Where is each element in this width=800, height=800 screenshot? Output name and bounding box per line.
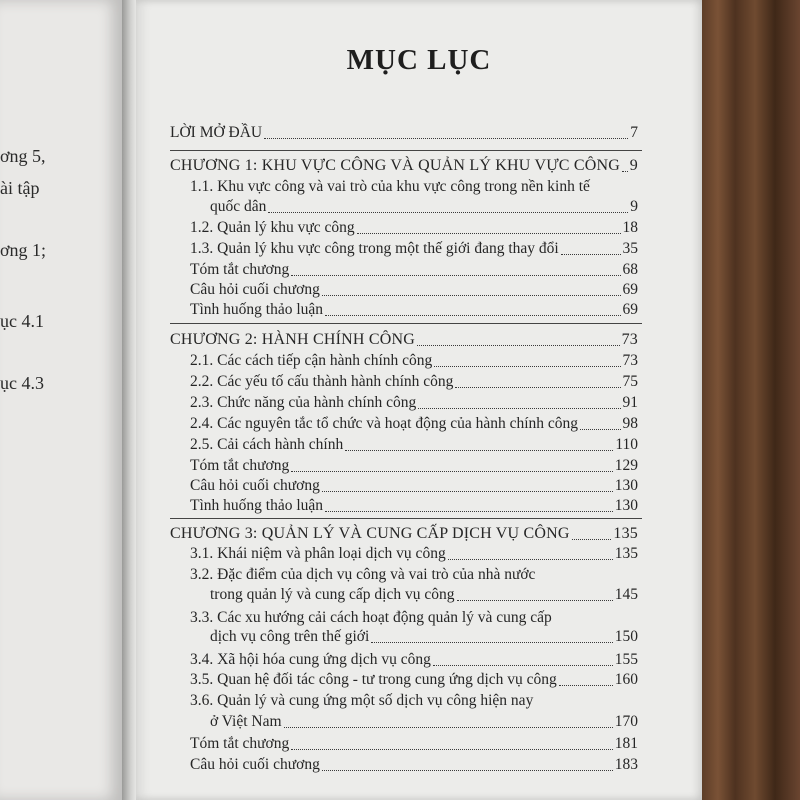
dot-leader	[572, 538, 612, 540]
toc-entry-label-cont: dịch vụ công trên thế giới	[210, 628, 370, 645]
toc-chapter	[170, 525, 638, 543]
dot-leader	[325, 510, 613, 512]
toc-entry-label: 1.2. Quản lý khu vực công	[190, 219, 355, 236]
toc-entry-page: 160	[614, 671, 638, 688]
toc-entry-page: 130	[614, 497, 638, 514]
toc-entry-page: 110	[615, 436, 638, 453]
toc-entry-page: 73	[621, 331, 638, 348]
toc-entry	[190, 415, 638, 433]
dot-leader	[417, 344, 620, 346]
toc-entry	[190, 756, 638, 774]
dot-leader	[322, 490, 613, 492]
toc-entry	[190, 301, 638, 319]
toc-entry-label-cont: quốc dân	[210, 198, 267, 215]
left-page-text: ục 4.3	[0, 373, 44, 393]
toc-entry-label-cont: ở Việt Nam	[210, 713, 282, 730]
toc-entry-label: 3.4. Xã hội hóa cung ứng dịch vụ công	[190, 651, 431, 668]
dot-leader	[448, 558, 613, 560]
toc-entry-page: 170	[614, 713, 638, 730]
toc-entry-page: 68	[622, 261, 638, 278]
dot-leader	[457, 599, 613, 601]
toc-entry	[190, 352, 638, 370]
dot-leader	[291, 274, 620, 276]
toc-entry-label: 1.1. Khu vực công và vai trò của khu vực công trong nền kinh tế	[190, 178, 590, 195]
toc-entry-label: 2.1. Các cách tiếp cận hành chính công	[190, 352, 433, 369]
toc-entry-label: Câu hỏi cuối chương	[190, 477, 320, 494]
dot-leader	[371, 641, 612, 643]
toc-entry-label: Tình huống thảo luận	[190, 497, 324, 514]
toc-entry-page: 130	[614, 477, 638, 494]
divider	[170, 518, 642, 519]
toc-entry-page: 7	[630, 124, 638, 141]
toc-entry	[190, 457, 638, 475]
toc-entry-label: 3.2. Đặc điểm của dịch vụ công và vai trò của nhà nước	[190, 566, 536, 583]
left-page-text: ài tập	[0, 178, 40, 198]
dot-leader	[418, 407, 620, 409]
toc-entry-page: 69	[622, 281, 638, 298]
dot-leader	[559, 684, 613, 686]
toc-entry-page: 135	[614, 545, 638, 562]
left-page-text: ơng 1;	[0, 240, 47, 260]
toc-page	[136, 0, 702, 800]
toc-entry	[190, 261, 638, 279]
dot-leader	[433, 664, 613, 666]
toc-entry	[170, 124, 638, 142]
toc-entry-page: 183	[614, 756, 638, 773]
left-page-text: ục 4.1	[0, 311, 44, 331]
dot-leader	[268, 211, 628, 213]
toc-entry-page: 35	[622, 240, 638, 257]
toc-entry	[190, 436, 638, 454]
toc-entry-label: 2.4. Các nguyên tắc tổ chức và hoạt động của hành chính công	[190, 415, 579, 432]
toc-entry-label: LỜI MỞ ĐẦU	[170, 124, 263, 141]
toc-entry-label: Tóm tắt chương	[190, 457, 290, 474]
toc-entry-label: 1.3. Quản lý khu vực công trong một thế giới đang thay đổi	[190, 240, 559, 257]
toc-entry-label: 2.2. Các yếu tố cấu thành hành chính công	[190, 373, 454, 390]
dot-leader	[561, 253, 621, 255]
toc-entry-label: Câu hỏi cuối chương	[190, 281, 320, 298]
toc-entry	[210, 628, 638, 646]
toc-entry-page: 145	[614, 586, 638, 603]
toc-entry	[190, 651, 638, 669]
toc-entry-label: 3.1. Khái niệm và phân loại dịch vụ công	[190, 545, 446, 562]
toc-entry-label-cont: trong quản lý và cung cấp dịch vụ công	[210, 586, 455, 603]
toc-entry-page: 135	[613, 525, 638, 542]
dot-leader	[284, 726, 613, 728]
toc-entry-label: 3.3. Các xu hướng cải cách hoạt động quản lý và cung cấp	[190, 609, 552, 626]
dot-leader	[291, 470, 613, 472]
toc-entry	[210, 586, 638, 604]
dot-leader	[291, 748, 613, 750]
toc-entry-page: 129	[614, 457, 638, 474]
dot-leader	[325, 314, 620, 316]
toc-entry-label: Tóm tắt chương	[190, 735, 290, 752]
left-page-text: ơng 5,	[0, 146, 46, 166]
toc-entry-label: Tình huống thảo luận	[190, 301, 324, 318]
book-gutter	[122, 0, 136, 800]
toc-chapter	[170, 331, 638, 349]
toc-entry	[190, 735, 638, 753]
toc-entry	[210, 198, 638, 216]
toc-entry-label: 2.3. Chức năng của hành chính công	[190, 394, 417, 411]
toc-entry-label: 3.6. Quản lý và cung ứng một số dịch vụ công hiện nay	[190, 692, 534, 709]
page-title: MỤC LỤC	[346, 44, 492, 76]
divider	[170, 150, 642, 151]
dot-leader	[455, 386, 620, 388]
toc-entry-label: Tóm tắt chương	[190, 261, 290, 278]
toc-entry-page: 155	[614, 651, 638, 668]
toc-entry	[210, 713, 638, 731]
toc-entry	[190, 281, 638, 299]
dot-leader	[622, 170, 628, 172]
toc-entry-label: CHƯƠNG 1: KHU VỰC CÔNG VÀ QUẢN LÝ KHU VỰC CÔNG	[170, 157, 621, 174]
toc-entry-page: 73	[622, 352, 638, 369]
toc-entry	[190, 497, 638, 515]
dot-leader	[580, 428, 620, 430]
toc-entry	[190, 671, 638, 689]
dot-leader	[322, 769, 613, 771]
toc-entry-page: 91	[622, 394, 638, 411]
dot-leader	[345, 449, 613, 451]
toc-entry-page: 98	[622, 415, 638, 432]
toc-entry-label: 3.5. Quan hệ đối tác công - tư trong cung ứng dịch vụ công	[190, 671, 557, 688]
toc-entry-label: CHƯƠNG 3: QUẢN LÝ VÀ CUNG CẤP DỊCH VỤ CÔNG	[170, 525, 570, 542]
toc-entry-label: CHƯƠNG 2: HÀNH CHÍNH CÔNG	[170, 331, 415, 348]
toc-entry-label: 2.5. Cải cách hành chính	[190, 436, 344, 453]
toc-entry-page: 9	[629, 157, 638, 174]
toc-entry	[190, 240, 638, 258]
toc-entry-page: 75	[622, 373, 638, 390]
toc-entry	[190, 219, 638, 237]
toc-entry	[190, 394, 638, 412]
toc-chapter	[170, 157, 638, 175]
toc-entry	[190, 373, 638, 391]
toc-entry	[190, 545, 638, 563]
toc-entry-page: 181	[614, 735, 638, 752]
dot-leader	[264, 137, 628, 139]
toc-entry-page: 150	[614, 628, 638, 645]
dot-leader	[357, 232, 621, 234]
toc-entry	[190, 477, 638, 495]
toc-entry-page: 18	[622, 219, 638, 236]
wooden-table	[700, 0, 800, 800]
divider	[170, 323, 642, 324]
toc-entry-page: 9	[630, 198, 638, 215]
dot-leader	[322, 294, 621, 296]
toc-entry-label: Câu hỏi cuối chương	[190, 756, 320, 773]
left-page	[0, 0, 122, 800]
dot-leader	[434, 365, 620, 367]
toc-entry-page: 69	[622, 301, 638, 318]
